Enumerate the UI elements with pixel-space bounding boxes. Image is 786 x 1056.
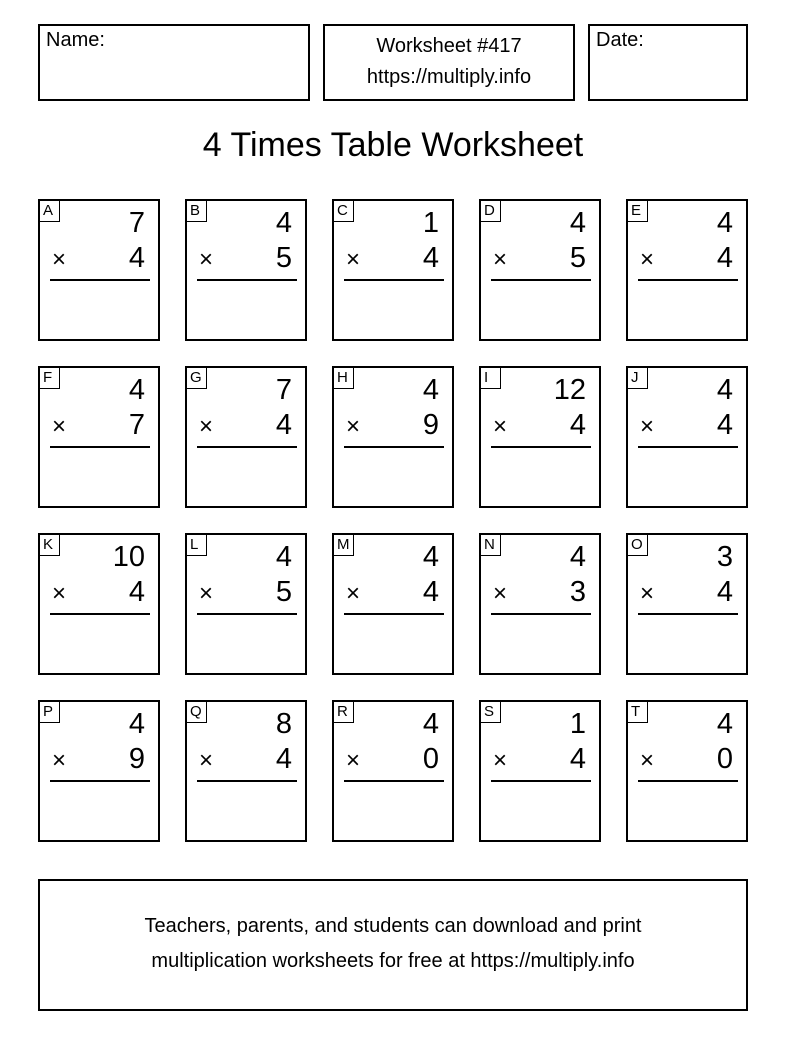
answer-line xyxy=(344,780,444,782)
bottom-number: 4 xyxy=(128,576,145,608)
problem-card xyxy=(332,199,454,341)
multiply-sign: × xyxy=(640,747,655,774)
problem-card xyxy=(185,533,307,675)
multiply-sign: × xyxy=(52,246,67,273)
worksheet-url: https://multiply.info xyxy=(366,66,532,88)
footer-line-2: multiplication worksheets for free at https://multiply.info xyxy=(151,950,635,972)
answer-line xyxy=(197,780,297,782)
multiply-sign: × xyxy=(640,246,655,273)
name-label: Name: xyxy=(46,29,105,51)
problem-letter: R xyxy=(334,702,354,723)
bottom-number: 4 xyxy=(275,743,292,775)
answer-line xyxy=(50,613,150,615)
bottom-number: 4 xyxy=(716,576,733,608)
date-label: Date: xyxy=(596,29,644,51)
bottom-number: 4 xyxy=(275,409,292,441)
answer-line xyxy=(50,279,150,281)
problem-letter: S xyxy=(481,702,501,723)
multiply-sign: × xyxy=(52,747,67,774)
bottom-number: 4 xyxy=(716,242,733,274)
answer-line xyxy=(197,279,297,281)
problem-letter: Q xyxy=(187,702,207,723)
bottom-number: 3 xyxy=(569,576,586,608)
worksheet-info-box xyxy=(323,24,575,101)
problem-card xyxy=(38,533,160,675)
bottom-number: 9 xyxy=(422,409,439,441)
multiply-sign: × xyxy=(199,246,214,273)
problem-card xyxy=(332,533,454,675)
bottom-number: 5 xyxy=(275,576,292,608)
top-number: 4 xyxy=(569,541,586,573)
worksheet-number: Worksheet #417 xyxy=(376,35,522,57)
problem-letter: T xyxy=(628,702,648,723)
multiply-sign: × xyxy=(346,246,361,273)
answer-line xyxy=(344,446,444,448)
problem-letter: H xyxy=(334,368,354,389)
bottom-number: 4 xyxy=(422,576,439,608)
bottom-number: 4 xyxy=(569,409,586,441)
multiply-sign: × xyxy=(346,580,361,607)
problem-card xyxy=(38,199,160,341)
problem-card xyxy=(626,366,748,508)
problem-letter: J xyxy=(628,368,648,389)
multiply-sign: × xyxy=(346,413,361,440)
top-number: 4 xyxy=(716,207,733,239)
problem-card xyxy=(185,199,307,341)
problem-card xyxy=(626,199,748,341)
footer-box xyxy=(38,879,748,1011)
answer-line xyxy=(491,780,591,782)
top-number: 4 xyxy=(275,207,292,239)
problem-letter: P xyxy=(40,702,60,723)
answer-line xyxy=(638,780,738,782)
answer-line xyxy=(638,279,738,281)
top-number: 4 xyxy=(569,207,586,239)
problem-letter: C xyxy=(334,201,354,222)
answer-line xyxy=(491,279,591,281)
answer-line xyxy=(491,446,591,448)
bottom-number: 7 xyxy=(128,409,145,441)
top-number: 7 xyxy=(128,207,145,239)
footer-line-1: Teachers, parents, and students can download and print xyxy=(144,915,642,937)
bottom-number: 9 xyxy=(128,743,145,775)
top-number: 8 xyxy=(275,708,292,740)
problem-letter: A xyxy=(40,201,60,222)
problem-card xyxy=(479,366,601,508)
problem-letter: I xyxy=(481,368,501,389)
problem-card xyxy=(626,533,748,675)
problem-letter: L xyxy=(187,535,207,556)
bottom-number: 4 xyxy=(422,242,439,274)
bottom-number: 5 xyxy=(275,242,292,274)
multiply-sign: × xyxy=(493,747,508,774)
problem-letter: F xyxy=(40,368,60,389)
problem-card xyxy=(185,700,307,842)
problem-card xyxy=(332,700,454,842)
top-number: 4 xyxy=(128,708,145,740)
bottom-number: 4 xyxy=(716,409,733,441)
problem-letter: M xyxy=(334,535,354,556)
answer-line xyxy=(197,613,297,615)
problem-card xyxy=(479,199,601,341)
top-number: 10 xyxy=(112,541,145,573)
multiply-sign: × xyxy=(346,747,361,774)
bottom-number: 4 xyxy=(569,743,586,775)
answer-line xyxy=(50,446,150,448)
top-number: 4 xyxy=(422,374,439,406)
multiply-sign: × xyxy=(199,413,214,440)
page-title: 4 Times Table Worksheet xyxy=(202,126,584,164)
answer-line xyxy=(491,613,591,615)
problem-letter: N xyxy=(481,535,501,556)
date-box xyxy=(588,24,748,101)
multiply-sign: × xyxy=(199,580,214,607)
multiply-sign: × xyxy=(640,413,655,440)
problem-card xyxy=(479,533,601,675)
problem-card xyxy=(38,366,160,508)
answer-line xyxy=(344,279,444,281)
problem-letter: B xyxy=(187,201,207,222)
top-number: 4 xyxy=(422,541,439,573)
problem-letter: G xyxy=(187,368,207,389)
problem-card xyxy=(479,700,601,842)
multiply-sign: × xyxy=(640,580,655,607)
bottom-number: 0 xyxy=(716,743,733,775)
answer-line xyxy=(197,446,297,448)
answer-line xyxy=(344,613,444,615)
multiply-sign: × xyxy=(493,246,508,273)
multiply-sign: × xyxy=(52,413,67,440)
problem-letter: D xyxy=(481,201,501,222)
bottom-number: 4 xyxy=(128,242,145,274)
answer-line xyxy=(50,780,150,782)
top-number: 4 xyxy=(716,374,733,406)
bottom-number: 5 xyxy=(569,242,586,274)
top-number: 1 xyxy=(569,708,586,740)
bottom-number: 0 xyxy=(422,743,439,775)
problem-letter: E xyxy=(628,201,648,222)
multiply-sign: × xyxy=(52,580,67,607)
top-number: 4 xyxy=(716,708,733,740)
top-number: 1 xyxy=(422,207,439,239)
multiply-sign: × xyxy=(199,747,214,774)
problem-card xyxy=(332,366,454,508)
top-number: 4 xyxy=(422,708,439,740)
problem-letter: O xyxy=(628,535,648,556)
top-number: 3 xyxy=(716,541,733,573)
problem-card xyxy=(626,700,748,842)
answer-line xyxy=(638,613,738,615)
top-number: 7 xyxy=(275,374,292,406)
name-box xyxy=(38,24,310,101)
problem-letter: K xyxy=(40,535,60,556)
multiply-sign: × xyxy=(493,580,508,607)
problem-card xyxy=(185,366,307,508)
multiply-sign: × xyxy=(493,413,508,440)
top-number: 4 xyxy=(275,541,292,573)
answer-line xyxy=(638,446,738,448)
problem-card xyxy=(38,700,160,842)
top-number: 12 xyxy=(553,374,586,406)
top-number: 4 xyxy=(128,374,145,406)
